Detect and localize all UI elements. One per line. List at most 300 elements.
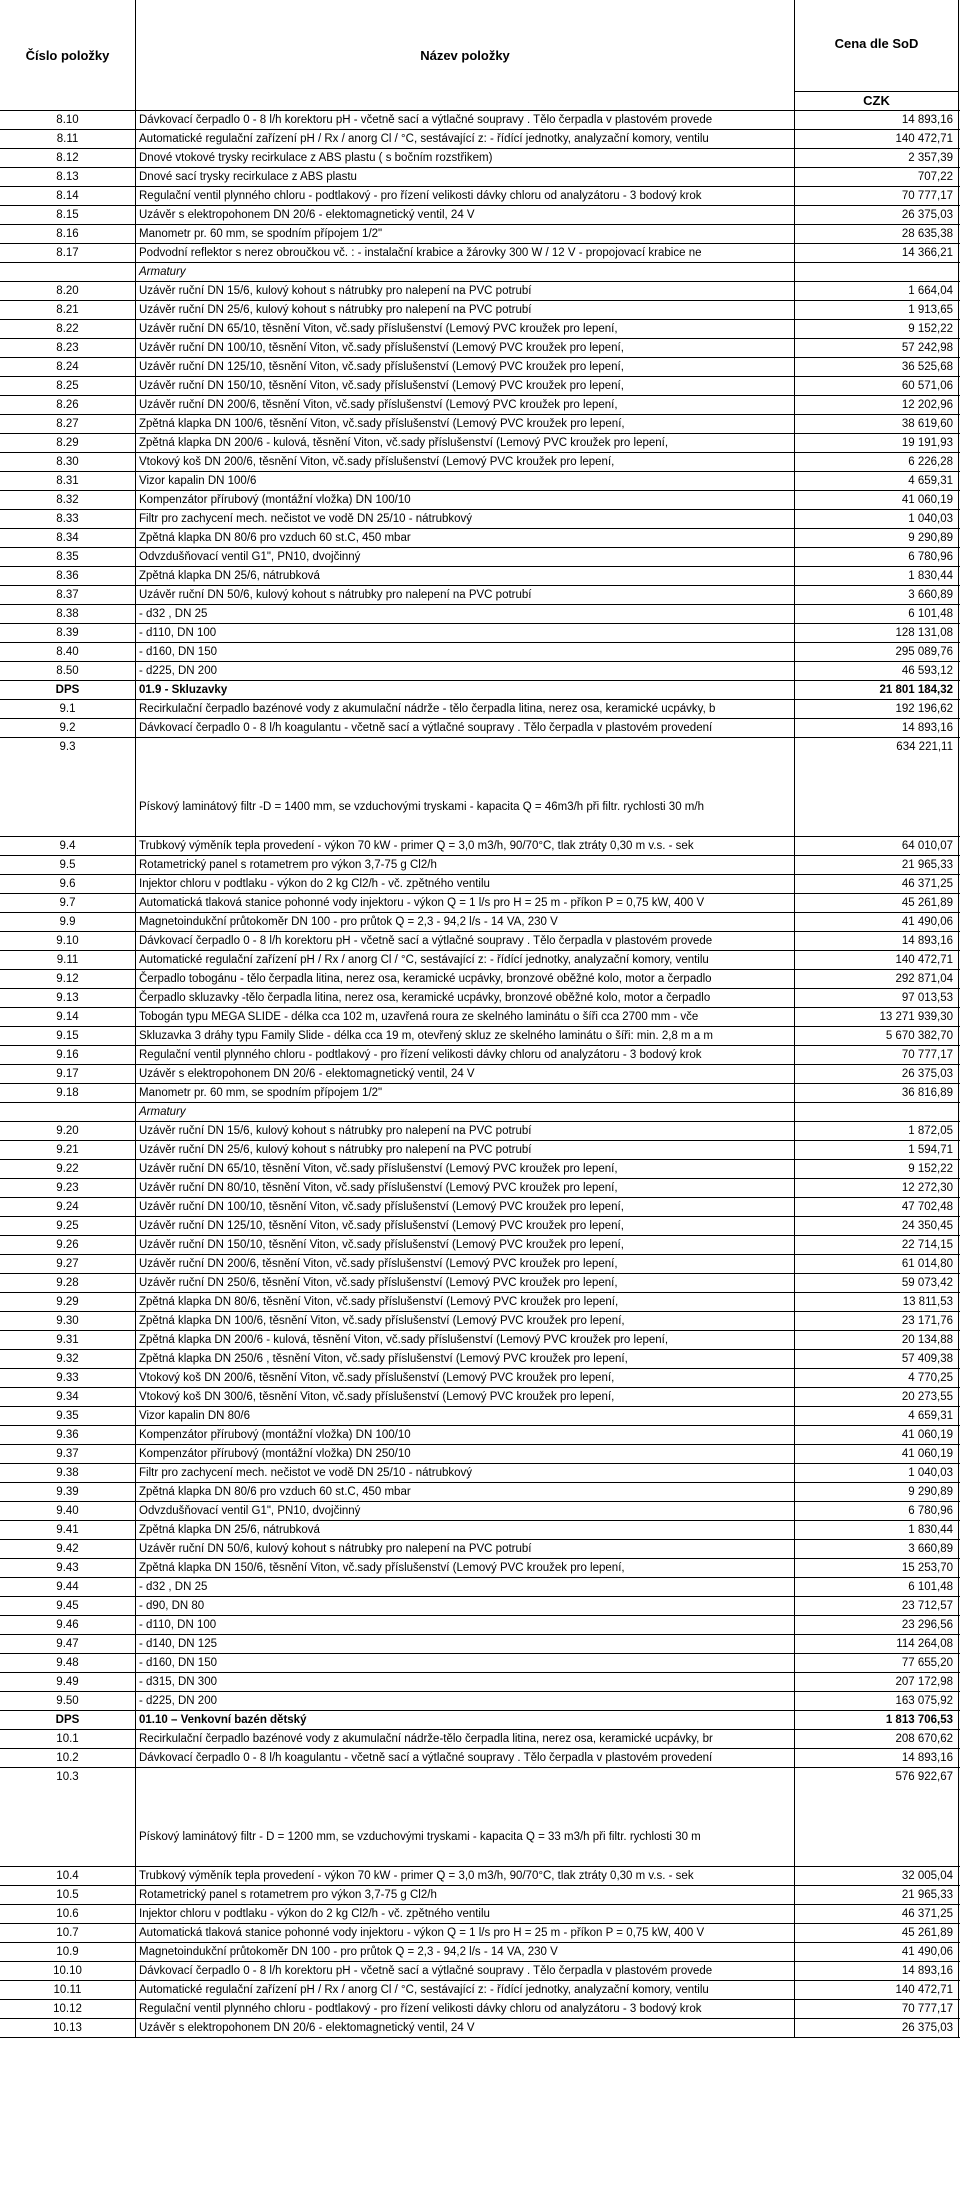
- table-row: [0, 282, 960, 301]
- item-name: Zpětná klapka DN 80/6 pro vzduch 60 st.C, 450 mbar: [139, 1486, 411, 1498]
- item-number: 9.15: [56, 1030, 79, 1042]
- item-price: 20 134,88: [901, 1334, 953, 1346]
- item-name: Automatická tlaková stanice pohonné vody injektoru - výkon Q = 1 l/s pro H = 25 m - příkon P = 0,75 kW, 400 V: [139, 897, 705, 909]
- table-row: [0, 1046, 960, 1065]
- table-row: [0, 548, 960, 567]
- item-number: 9.30: [56, 1315, 79, 1327]
- item-price: 576 922,67: [895, 1771, 953, 1783]
- table-row: [0, 1483, 960, 1502]
- table-row: [0, 970, 960, 989]
- right-border: [958, 1711, 959, 1729]
- right-border: [958, 894, 959, 912]
- right-border: [958, 2000, 959, 2018]
- item-price: 24 350,45: [901, 1220, 953, 1232]
- item-number: 8.50: [56, 665, 79, 677]
- table-row: [0, 1943, 960, 1962]
- item-name: Zpětná klapka DN 200/6 - kulová, těsnění Viton, vč.sady příslušenství (Lemový PVC kroužek pro lepení,: [139, 437, 669, 449]
- right-border: [958, 1369, 959, 1387]
- right-border: [958, 1905, 959, 1923]
- table-row: [0, 1179, 960, 1198]
- right-border: [958, 681, 959, 699]
- item-number: 9.6: [59, 878, 76, 890]
- item-number: 9.14: [56, 1011, 79, 1023]
- right-border: [958, 244, 959, 262]
- right-border: [958, 1559, 959, 1577]
- item-price: 1 813 706,53: [885, 1714, 953, 1726]
- item-name: - d32 , DN 25: [139, 608, 208, 620]
- item-name: Pískový laminátový filtr -D = 1400 mm, se vzduchovými tryskami - kapacita Q = 46m3/h při filtr. rychlosti 30 m/h: [139, 801, 704, 813]
- right-border: [958, 567, 959, 585]
- item-name: Uzávěr ruční DN 125/10, těsnění Viton, vč.sady příslušenství (Lemový PVC kroužek pro lepení,: [139, 1220, 624, 1232]
- item-price: 208 670,62: [895, 1733, 953, 1745]
- item-name: Uzávěr ruční DN 80/10, těsnění Viton, vč.sady příslušenství (Lemový PVC kroužek pro lepení,: [139, 1182, 618, 1194]
- right-border: [958, 1867, 959, 1885]
- table-row: [0, 320, 960, 339]
- table-row: [0, 1597, 960, 1616]
- item-price: 19 191,93: [901, 437, 953, 449]
- item-number: 10.9: [56, 1946, 79, 1958]
- right-border: [958, 1464, 959, 1482]
- item-number: 9.22: [56, 1163, 79, 1175]
- item-price: 14 893,16: [901, 1752, 953, 1764]
- item-name: Armatury: [139, 1106, 186, 1118]
- item-price: 41 490,06: [901, 1946, 953, 1958]
- item-name: - d110, DN 100: [139, 627, 217, 639]
- item-price: 36 525,68: [901, 361, 953, 373]
- item-name: 01.9 - Skluzavky: [139, 684, 228, 696]
- table-row: [0, 894, 960, 913]
- table-row: [0, 1502, 960, 1521]
- item-price: 4 770,25: [908, 1372, 953, 1384]
- item-price: 45 261,89: [901, 897, 953, 909]
- item-price: 14 366,21: [901, 247, 953, 259]
- table-row: [0, 1924, 960, 1943]
- right-border: [958, 1730, 959, 1748]
- item-name: Uzávěr ruční DN 25/6, kulový kohout s nátrubky pro nalepení na PVC potrubí: [139, 304, 532, 316]
- right-border: [958, 1008, 959, 1026]
- item-number: 8.36: [56, 570, 79, 582]
- item-price: 23 171,76: [901, 1315, 953, 1327]
- right-border: [958, 837, 959, 855]
- right-border: [958, 1981, 959, 1999]
- table-row: [0, 301, 960, 320]
- right-border: [958, 951, 959, 969]
- item-price: 13 811,53: [902, 1296, 953, 1308]
- item-number: 9.38: [56, 1467, 79, 1479]
- right-border: [958, 1065, 959, 1083]
- item-number: 9.23: [56, 1182, 79, 1194]
- item-name: Trubkový výměník tepla provedení - výkon 70 kW - primer Q = 3,0 m3/h, 90/70°C, tlak ztráty 0,30 m v.s. - sek: [139, 1870, 694, 1882]
- table-row: [0, 1236, 960, 1255]
- table-row: [0, 1065, 960, 1084]
- item-name: Zpětná klapka DN 250/6 , těsnění Viton, vč.sady příslušenství (Lemový PVC kroužek pro lepení,: [139, 1353, 628, 1365]
- right-border: [958, 989, 959, 1007]
- item-number: 9.40: [56, 1505, 79, 1517]
- right-border: [958, 1654, 959, 1672]
- item-price: 2 357,39: [908, 152, 953, 164]
- item-price: 9 152,22: [908, 1163, 953, 1175]
- item-number: 9.16: [56, 1049, 79, 1061]
- item-number: 9.49: [56, 1676, 79, 1688]
- item-number: 8.12: [56, 152, 79, 164]
- item-price: 41 060,19: [901, 1429, 953, 1441]
- right-border: [958, 1616, 959, 1634]
- item-number: 9.44: [56, 1581, 79, 1593]
- table-row: [0, 1559, 960, 1578]
- item-price: 97 013,53: [901, 992, 953, 1004]
- right-border: [958, 1924, 959, 1942]
- table-row: [0, 643, 960, 662]
- item-name: - d90, DN 80: [139, 1600, 205, 1612]
- right-border: [958, 1445, 959, 1463]
- table-row: [0, 187, 960, 206]
- right-border: [958, 913, 959, 931]
- item-name: Dávkovací čerpadlo 0 - 8 l/h korektoru pH - včetně sací a výtlačné soupravy . Tělo čerpadla v plastovém provede: [139, 935, 713, 947]
- item-name: Zpětná klapka DN 80/6 pro vzduch 60 st.C, 450 mbar: [139, 532, 411, 544]
- table-row: [0, 989, 960, 1008]
- table-row: [0, 111, 960, 130]
- item-price: 4 659,31: [908, 1410, 953, 1422]
- item-name: Regulační ventil plynného chloru - podtlakový - pro řízení velikosti dávky chloru od analyzátoru - 3 bodový krok: [139, 190, 702, 202]
- table-row: [0, 453, 960, 472]
- right-border: [958, 719, 959, 737]
- table-row: [0, 415, 960, 434]
- table-row: [0, 1540, 960, 1559]
- item-price: 15 253,70: [901, 1562, 953, 1574]
- item-price: 70 777,17: [901, 190, 953, 202]
- table-row: [0, 149, 960, 168]
- table-row: [0, 491, 960, 510]
- table-row: [0, 434, 960, 453]
- right-border: [958, 529, 959, 547]
- item-price: 41 060,19: [901, 494, 953, 506]
- right-border: [958, 111, 959, 129]
- item-name: Dávkovací čerpadlo 0 - 8 l/h korektoru pH - včetně sací a výtlačné soupravy . Tělo čerpadla v plastovém provede: [139, 1965, 713, 1977]
- table-row: [0, 2000, 960, 2019]
- item-number: 8.13: [56, 171, 79, 183]
- table-row: [0, 1711, 960, 1730]
- right-border: [958, 1274, 959, 1292]
- table-row: [0, 529, 960, 548]
- item-number: 8.10: [56, 114, 79, 126]
- table-row: [0, 130, 960, 149]
- item-name: Uzávěr ruční DN 100/10, těsnění Viton, vč.sady příslušenství (Lemový PVC kroužek pro lepení,: [139, 1201, 624, 1213]
- item-number: 10.13: [53, 2022, 82, 2034]
- right-border: [958, 1635, 959, 1653]
- item-number: 9.34: [56, 1391, 79, 1403]
- item-name: Uzávěr s elektropohonem DN 20/6 - elektomagnetický ventil, 24 V: [139, 2022, 475, 2034]
- table-row: [0, 263, 960, 282]
- item-name: Uzávěr ruční DN 125/10, těsnění Viton, vč.sady příslušenství (Lemový PVC kroužek pro lepení,: [139, 361, 624, 373]
- item-price: 4 659,31: [908, 475, 953, 487]
- item-number: 9.7: [59, 897, 76, 909]
- item-name: Zpětná klapka DN 25/6, nátrubková: [139, 570, 320, 582]
- item-name: Recirkulační čerpadlo bazénové vody z akumulační nádrže-tělo čerpadla litina, nerez osa, keramické ucpávky, br: [139, 1733, 713, 1745]
- item-name: Dávkovací čerpadlo 0 - 8 l/h koagulantu - včetně sací a výtlačné soupravy . Tělo čerpadla v plastovém provedení: [139, 1752, 713, 1764]
- item-name: - d110, DN 100: [139, 1619, 217, 1631]
- right-border: [958, 1540, 959, 1558]
- item-price: 70 777,17: [901, 2003, 953, 2015]
- item-number: 8.35: [56, 551, 79, 563]
- table-row: [0, 1962, 960, 1981]
- right-border: [958, 738, 959, 836]
- item-price: 140 472,71: [895, 1984, 953, 1996]
- item-price: 41 490,06: [901, 916, 953, 928]
- item-name: Zpětná klapka DN 80/6, těsnění Viton, vč.sady příslušenství (Lemový PVC kroužek pro lepení,: [139, 1296, 619, 1308]
- item-number: 8.26: [56, 399, 79, 411]
- right-border: [958, 510, 959, 528]
- right-border: [958, 187, 959, 205]
- table-row: [0, 1027, 960, 1046]
- item-number: 8.22: [56, 323, 79, 335]
- table-row: [0, 1654, 960, 1673]
- item-number: 8.30: [56, 456, 79, 468]
- item-price: 14 893,16: [901, 114, 953, 126]
- item-number: 9.41: [56, 1524, 79, 1536]
- item-number: DPS: [55, 684, 80, 696]
- table-row: [0, 1122, 960, 1141]
- item-name: - d140, DN 125: [139, 1638, 217, 1650]
- table-row: [0, 1445, 960, 1464]
- item-name: Dnové sací trysky recirkulace z ABS plastu: [139, 171, 357, 183]
- right-border: [958, 377, 959, 395]
- item-price: 3 660,89: [908, 589, 953, 601]
- table-row: [0, 1981, 960, 2000]
- item-name: - d160, DN 150: [139, 646, 217, 658]
- right-border: [958, 1350, 959, 1368]
- item-name: Zpětná klapka DN 25/6, nátrubková: [139, 1524, 320, 1536]
- table-row: [0, 206, 960, 225]
- right-border: [958, 1312, 959, 1330]
- item-price: 295 089,76: [895, 646, 953, 658]
- table-row: [0, 1103, 960, 1122]
- table-row: [0, 567, 960, 586]
- item-name: Vtokový koš DN 300/6, těsnění Viton, vč.sady příslušenství (Lemový PVC kroužek pro lepení,: [139, 1391, 615, 1403]
- item-number: 9.33: [56, 1372, 79, 1384]
- item-price: 292 871,04: [895, 973, 953, 985]
- item-price: 6 101,48: [908, 608, 953, 620]
- item-name: Vizor kapalin DN 80/6: [139, 1410, 251, 1422]
- item-name: Automatické regulační zařízení pH / Rx / anorg Cl / °C, sestávající z: - řídící jednotky, analyzační komory, ventilu: [139, 1984, 709, 1996]
- right-border: [958, 548, 959, 566]
- table-row: [0, 339, 960, 358]
- item-name: Regulační ventil plynného chloru - podtlakový - pro řízení velikosti dávky chloru od analyzátoru - 3 bodový krok: [139, 2003, 702, 2015]
- item-number: 8.14: [56, 190, 79, 202]
- table-row: [0, 1867, 960, 1886]
- table-row: [0, 1293, 960, 1312]
- table-row: [0, 1635, 960, 1654]
- item-number: 9.12: [56, 973, 79, 985]
- table-row: [0, 586, 960, 605]
- item-name: Uzávěr s elektropohonem DN 20/6 - elektomagnetický ventil, 24 V: [139, 1068, 475, 1080]
- table-row: [0, 1464, 960, 1483]
- item-number: 9.28: [56, 1277, 79, 1289]
- item-name: Uzávěr s elektropohonem DN 20/6 - elektomagnetický ventil, 24 V: [139, 209, 475, 221]
- table-row: [0, 2019, 960, 2038]
- table-header: [0, 0, 960, 111]
- item-number: 10.11: [53, 1984, 82, 1996]
- table-row: [0, 1350, 960, 1369]
- right-border: [958, 168, 959, 186]
- right-border: [958, 1331, 959, 1349]
- item-number: 9.11: [56, 954, 79, 966]
- item-price: 1 830,44: [908, 1524, 953, 1536]
- item-name: Dnové vtokové trysky recirkulace z ABS plastu ( s bočním rozstřikem): [139, 152, 493, 164]
- item-number: 8.32: [56, 494, 79, 506]
- item-name: Pískový laminátový filtr - D = 1200 mm, se vzduchovými tryskami - kapacita Q = 33 m3/h při filtr. rychlosti 30 m: [139, 1831, 701, 1843]
- table-row: [0, 1160, 960, 1179]
- item-number: 8.20: [56, 285, 79, 297]
- item-price: 38 619,60: [901, 418, 953, 430]
- item-number: 10.3: [56, 1771, 79, 1783]
- item-name: Injektor chloru v podtlaku - výkon do 2 kg Cl2/h - vč. zpětného ventilu: [139, 1908, 490, 1920]
- table-row: [0, 1388, 960, 1407]
- item-price: 77 655,20: [901, 1657, 953, 1669]
- item-price: 70 777,17: [901, 1049, 953, 1061]
- item-number: 9.45: [56, 1600, 79, 1612]
- table-row: [0, 1312, 960, 1331]
- table-row: [0, 1905, 960, 1924]
- item-price: 140 472,71: [895, 133, 953, 145]
- right-border: [958, 586, 959, 604]
- item-number: 8.15: [56, 209, 79, 221]
- item-number: 10.10: [53, 1965, 82, 1977]
- item-price: 60 571,06: [901, 380, 953, 392]
- item-number: 10.7: [56, 1927, 79, 1939]
- item-number: 9.1: [59, 703, 76, 715]
- item-price: 14 893,16: [901, 1965, 953, 1977]
- right-border: [958, 875, 959, 893]
- item-number: 9.46: [56, 1619, 79, 1631]
- item-name: Kompenzátor přírubový (montážní vložka) DN 250/10: [139, 1448, 411, 1460]
- item-name: Uzávěr ruční DN 150/10, těsnění Viton, vč.sady příslušenství (Lemový PVC kroužek pro lepení,: [139, 1239, 624, 1251]
- item-name: Kompenzátor přírubový (montážní vložka) DN 100/10: [139, 1429, 411, 1441]
- item-price: 26 375,03: [901, 2022, 953, 2034]
- item-name: Rotametrický panel s rotametrem pro výkon 3,7-75 g Cl2/h: [139, 1889, 437, 1901]
- item-name: Injektor chloru v podtlaku - výkon do 2 kg Cl2/h - vč. zpětného ventilu: [139, 878, 490, 890]
- item-price: 192 196,62: [895, 703, 953, 715]
- right-border: [958, 1886, 959, 1904]
- item-name: Čerpadlo tobogánu - tělo čerpadla litina, nerez osa, keramické ucpávky, bronzové oběžné kolo, motor a čerpadlo: [139, 973, 712, 985]
- item-number: 8.34: [56, 532, 79, 544]
- right-border: [958, 491, 959, 509]
- item-number: 8.11: [56, 133, 79, 145]
- item-name: Uzávěr ruční DN 250/6, těsnění Viton, vč.sady příslušenství (Lemový PVC kroužek pro lepení,: [139, 1277, 618, 1289]
- item-name: Armatury: [139, 266, 186, 278]
- item-number: 9.39: [56, 1486, 79, 1498]
- right-border: [958, 1141, 959, 1159]
- right-border: [958, 700, 959, 718]
- item-price: 26 375,03: [901, 209, 953, 221]
- item-price: 128 131,08: [895, 627, 953, 639]
- item-number: 9.18: [56, 1087, 79, 1099]
- item-name: Zpětná klapka DN 200/6 - kulová, těsnění Viton, vč.sady příslušenství (Lemový PVC kroužek pro lepení,: [139, 1334, 669, 1346]
- item-number: 9.43: [56, 1562, 79, 1574]
- item-price: 26 375,03: [901, 1068, 953, 1080]
- item-price: 46 371,25: [901, 878, 953, 890]
- item-number: 9.5: [59, 859, 76, 871]
- table-row: [0, 662, 960, 681]
- item-name: Magnetoindukční průtokoměr DN 100 - pro průtok Q = 2,3 - 94,2 l/s - 14 VA, 230 V: [139, 916, 558, 928]
- item-price: 21 801 184,32: [879, 684, 953, 696]
- item-name: Podvodní reflektor s nerez obroučkou vč. : - instalační krabice a žárovky 300 W / 12 V - propojovací krabice ne: [139, 247, 702, 259]
- right-border: [958, 856, 959, 874]
- right-border: [958, 1749, 959, 1767]
- item-price: 28 635,38: [901, 228, 953, 240]
- table-row: [0, 837, 960, 856]
- right-border: [958, 263, 959, 281]
- table-row: [0, 225, 960, 244]
- right-border: [958, 643, 959, 661]
- item-number: 9.17: [56, 1068, 79, 1080]
- item-name: Filtr pro zachycení mech. nečistot ve vodě DN 25/10 - nátrubkový: [139, 513, 473, 525]
- right-border: [958, 624, 959, 642]
- item-number: 9.37: [56, 1448, 79, 1460]
- item-name: Zpětná klapka DN 150/6, těsnění Viton, vč.sady příslušenství (Lemový PVC kroužek pro lepení,: [139, 1562, 625, 1574]
- item-number: 9.4: [59, 840, 76, 852]
- table-row: [0, 1749, 960, 1768]
- item-price: 21 965,33: [901, 1889, 953, 1901]
- table-row: [0, 951, 960, 970]
- item-name: - d315, DN 300: [139, 1676, 217, 1688]
- right-border: [958, 472, 959, 490]
- item-price: 23 296,56: [901, 1619, 953, 1631]
- right-border: [958, 1293, 959, 1311]
- item-price: 5 670 382,70: [885, 1030, 953, 1042]
- right-border: [958, 1046, 959, 1064]
- item-name: Vtokový koš DN 200/6, těsnění Viton, vč.sady příslušenství (Lemový PVC kroužek pro lepení,: [139, 1372, 615, 1384]
- item-number: 9.21: [56, 1144, 79, 1156]
- item-name: Dávkovací čerpadlo 0 - 8 l/h koagulantu - včetně sací a výtlačné soupravy . Tělo čerpadla v plastovém provedení: [139, 722, 713, 734]
- item-number: 9.31: [56, 1334, 79, 1346]
- right-border: [958, 1255, 959, 1273]
- item-number: 9.10: [56, 935, 79, 947]
- table-row: [0, 168, 960, 187]
- right-border: [958, 358, 959, 376]
- item-number: 9.24: [56, 1201, 79, 1213]
- item-number: 10.5: [56, 1889, 79, 1901]
- table-row: [0, 1141, 960, 1160]
- item-number: 10.6: [56, 1908, 79, 1920]
- item-number: 8.37: [56, 589, 79, 601]
- right-border: [958, 320, 959, 338]
- item-price: 14 893,16: [901, 935, 953, 947]
- right-border: [958, 1673, 959, 1691]
- table-body: [0, 111, 960, 2038]
- item-price: 59 073,42: [901, 1277, 953, 1289]
- item-price: 634 221,11: [896, 741, 953, 753]
- table-row: [0, 1886, 960, 1905]
- right-border: [958, 662, 959, 680]
- item-name: Magnetoindukční průtokoměr DN 100 - pro průtok Q = 2,3 - 94,2 l/s - 14 VA, 230 V: [139, 1946, 558, 1958]
- table-row: [0, 681, 960, 700]
- right-border: [958, 1122, 959, 1140]
- right-border: [958, 605, 959, 623]
- item-price: 57 242,98: [901, 342, 953, 354]
- item-name: 01.10 – Venkovní bazén dětský: [139, 1714, 307, 1726]
- item-price: 163 075,92: [895, 1695, 953, 1707]
- item-number: 9.13: [56, 992, 79, 1004]
- table-row: [0, 1274, 960, 1293]
- item-number: 9.48: [56, 1657, 79, 1669]
- right-border: [958, 1692, 959, 1710]
- right-border: [958, 1179, 959, 1197]
- item-name: Uzávěr ruční DN 150/10, těsnění Viton, vč.sady příslušenství (Lemový PVC kroužek pro lepení,: [139, 380, 624, 392]
- item-number: 8.31: [56, 475, 79, 487]
- table-row: [0, 1426, 960, 1445]
- right-border: [958, 1103, 959, 1121]
- table-row: [0, 1084, 960, 1103]
